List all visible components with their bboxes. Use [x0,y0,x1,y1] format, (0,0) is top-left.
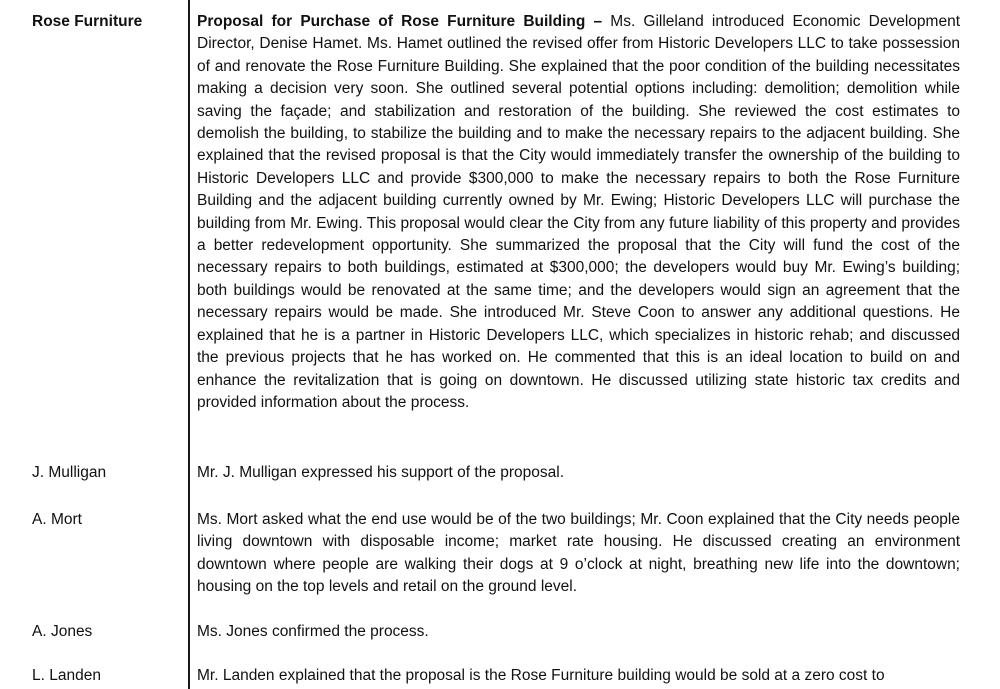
speaker-label: Rose Furniture [32,13,143,30]
column-divider [188,0,190,689]
speaker-label: L. Landen [32,667,101,684]
entry-text: Ms. Mort asked what the end use would be of the two buildings; Mr. Coon explained that the City needs people living downtown with disposable income; market rate housing. He discussed creating an environment downtown where people are walking their dogs at 9 o’clock at night, breathing new life into the downtown; housing on the top levels and retail on the ground level. [197,511,960,596]
speaker-label: A. Jones [32,623,93,640]
entry-text: Ms. Jones confirmed the process. [197,623,429,640]
speaker-label: A. Mort [32,511,82,528]
entry-text: Mr. J. Mulligan expressed his support of the proposal. [197,464,565,481]
entry-text [197,11,960,414]
entry-body: Ms. Gilleland introduced Economic Development Director, Denise Hamet. Ms. Hamet outlined the revised offer from Historic Developers LLC to take possession of and renovate the Rose Furniture Building. She explained that the poor condition of the building necessitates making a decision very soon. She outlined several potential options including: demolition; demolition while saving the façade; and stabilization and restoration of the building. She reviewed the cost estimates to demolish the building, to stabilize the building and to make the necessary repairs to the adjacent building. She explained that the revised proposal is that the City would immediately transfer the ownership of the building to Historic Developers LLC and provide $300,000 to make the necessary repairs to both the Rose Furniture Building and the adjacent building currently owned by Mr. Ewing; Historic Developers LLC will purchase the building from Mr. Ewing. This proposal would clear the City from any future liability of this property and provides a better redevelopment opportunity. She summarized the proposal that the City will fund the cost of the necessary repairs to both buildings, estimated at $300,000; the developers would buy Mr. Ewing’s building; both buildings would be renovated at the same time; and the developers would sign an agreement that the necessary repairs would be made. She introduced Mr. Steve Coon to answer any additional questions. He explained that he is a partner in Historic Developers LLC, which specializes in historic rehab; and discussed the previous projects that he has worked on. He commented that this is an ideal location to build on and enhance the revitalization that is going on downtown. He discussed utilizing state historic tax credits and provided information about the process. [197,13,960,411]
entry-text: Mr. Landen explained that the proposal is the Rose Furniture building would be sold at a zero cost to [197,667,885,684]
speaker-label: J. Mulligan [32,464,107,481]
agenda-item-title: Proposal for Purchase of Rose Furniture Building – [197,13,603,30]
